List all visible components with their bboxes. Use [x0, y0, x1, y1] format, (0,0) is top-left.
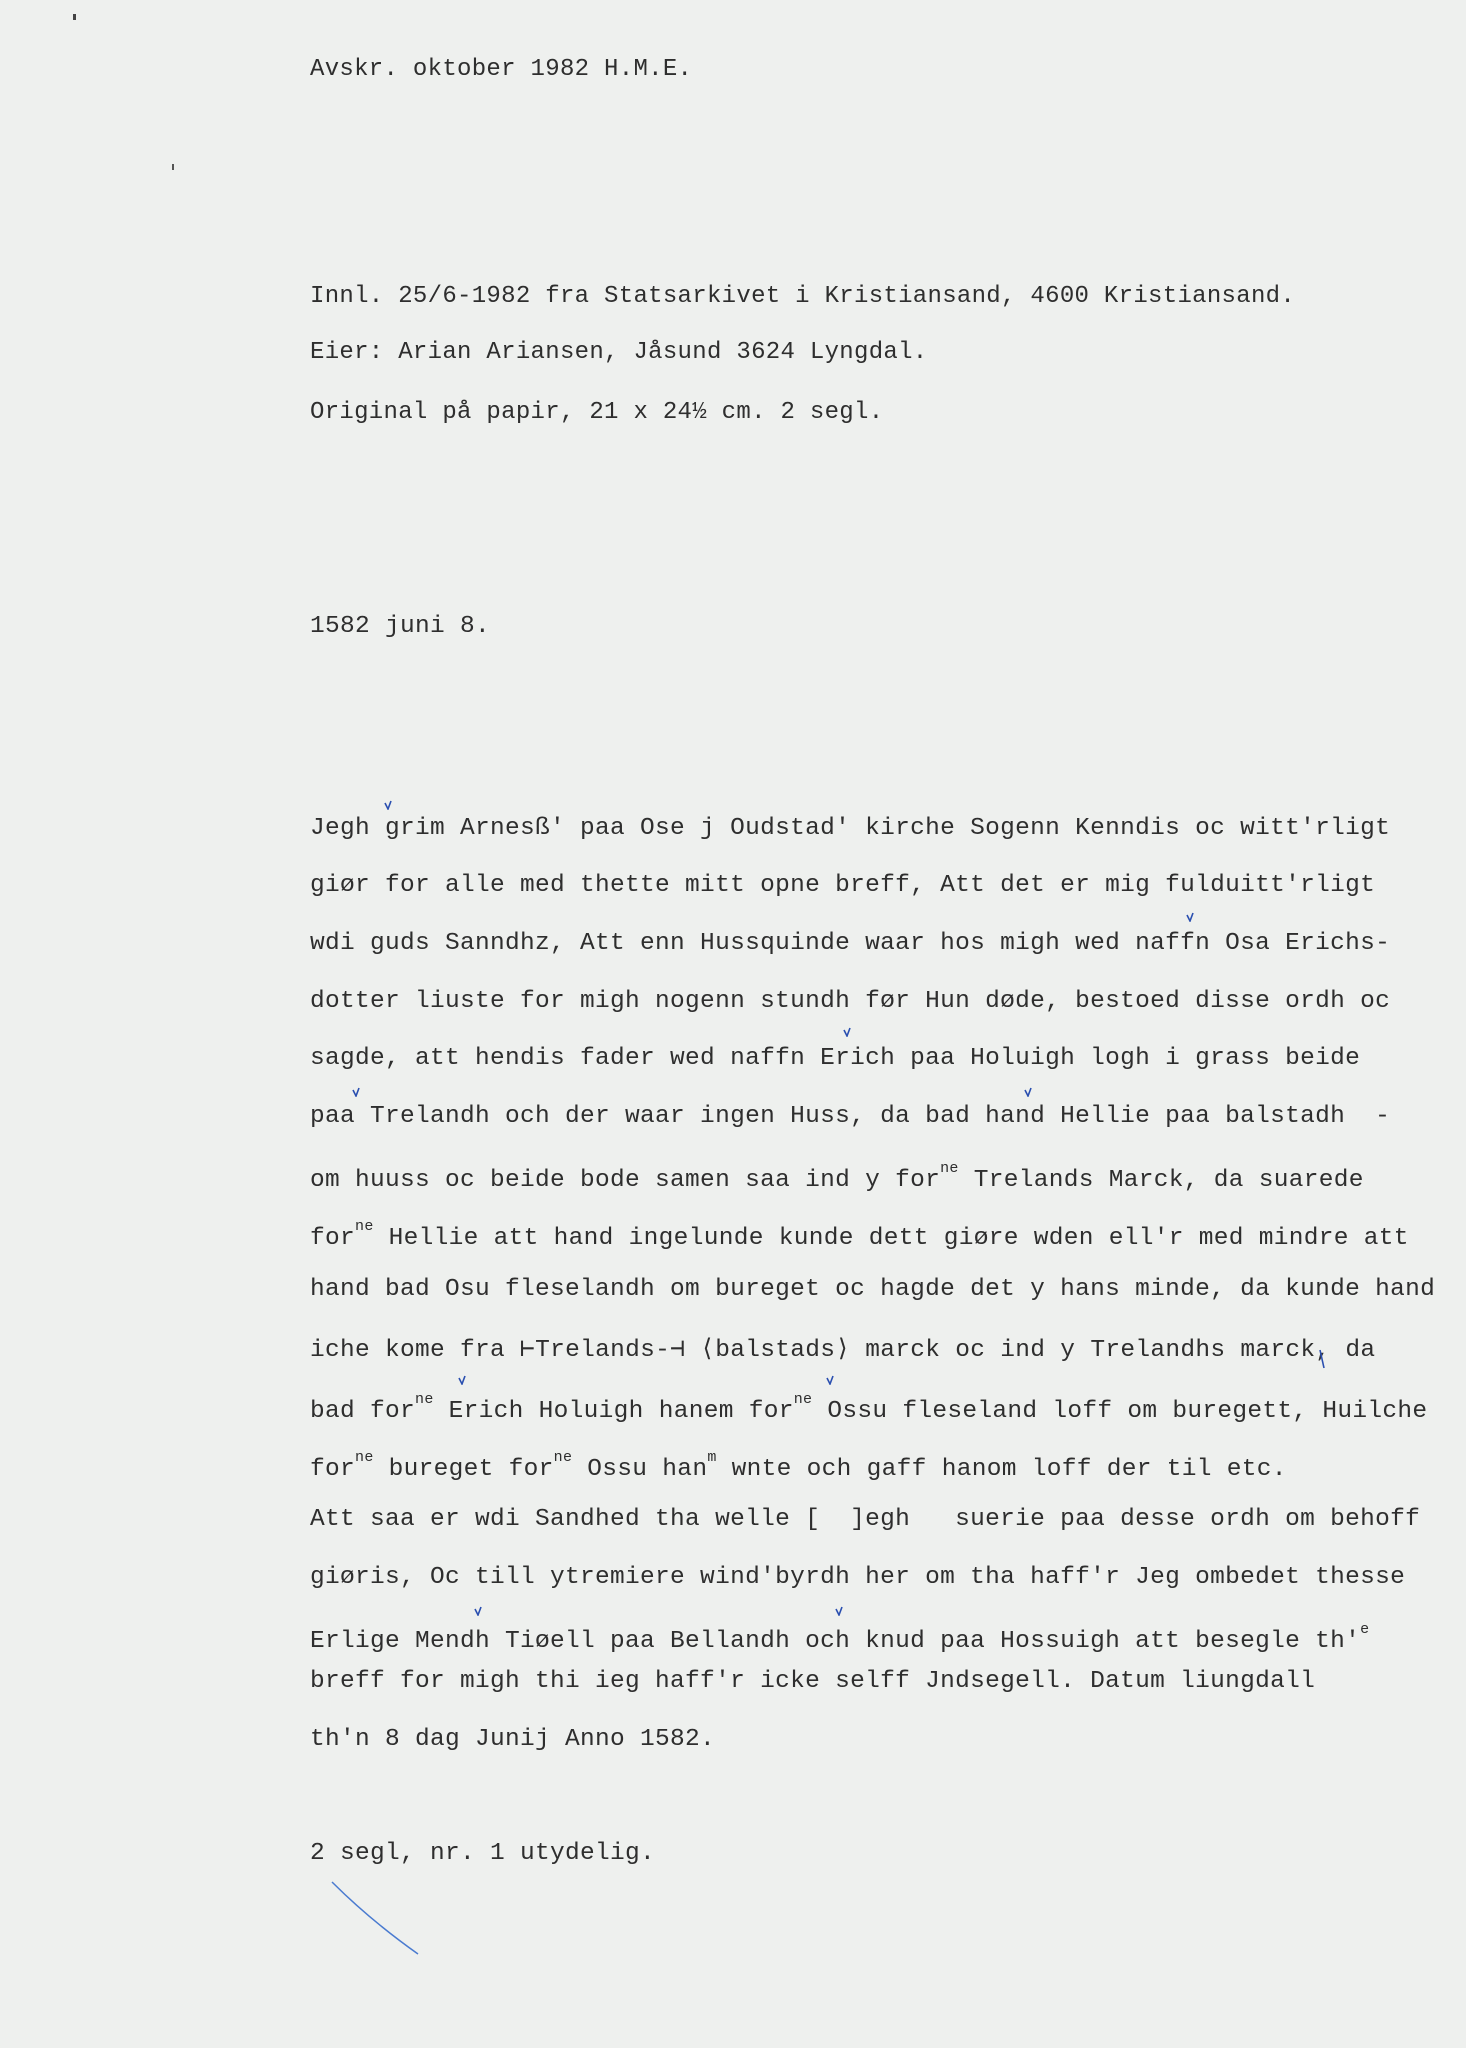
received-note: Innl. 25/6-1982 fra Statsarkivet i Kristiansand, 4600 Kristiansand. — [310, 283, 1296, 310]
check-mark-icon — [384, 800, 392, 810]
insertion-mark-icon — [1318, 1349, 1326, 1359]
body-line: Jegh grim Arnesß' paa Ose j Oudstad' kirche Sogenn Kenndis oc witt'rligt — [310, 815, 1391, 842]
paper-mark — [73, 14, 76, 20]
check-mark-icon — [1186, 912, 1194, 922]
superscript: e — [1360, 1621, 1370, 1638]
superscript: ne — [415, 1391, 434, 1408]
body-text: Ossu fleseland loff om buregett, Huilche — [827, 1398, 1428, 1425]
paper-mark — [172, 164, 174, 170]
body-text: for — [310, 1456, 356, 1483]
seal-note: 2 segl, nr. 1 utydelig. — [310, 1840, 656, 1867]
body-line — [310, 1621, 1369, 1655]
superscript: ne — [355, 1218, 374, 1235]
superscript: ne — [553, 1449, 573, 1466]
body-line: giør for alle med thette mitt opne breff, Att det er mig fulduitt'rligt — [310, 872, 1376, 899]
check-mark-icon — [474, 1606, 482, 1616]
body-text: Erich Holuigh hanem for — [448, 1398, 794, 1425]
body-line: sagde, att hendis fader wed naffn Erich paa Holuigh logh i grass beide — [310, 1045, 1361, 1072]
check-mark-icon — [1024, 1087, 1032, 1097]
superscript: ne — [793, 1391, 813, 1408]
body-line: th'n 8 dag Junij Anno 1582. — [310, 1726, 716, 1753]
transcription-note: Avskr. oktober 1982 H.M.E. — [310, 56, 693, 83]
body-line: iche kome fra ⊢Trelands-⊣ ⟨balstads⟩ marck oc ind y Trelandhs marck, da — [310, 1337, 1376, 1364]
body-line: giøris, Oc till ytremiere wind'byrdh her om tha haff'r Jeg ombedet thesse — [310, 1564, 1406, 1591]
body-text: Trelands Marck, da suarede — [973, 1167, 1364, 1194]
body-text: bureget for — [388, 1456, 554, 1483]
body-line — [310, 1449, 1287, 1483]
body-line: dotter liuste for migh nogenn stundh før Hun døde, bestoed disse ordh oc — [310, 988, 1391, 1015]
check-mark-icon — [835, 1606, 843, 1616]
body-text: Erlige Mendh Tiøell paa Bellandh och knud paa Hossuigh att besegle th' — [310, 1628, 1361, 1655]
body-text: Ossu han — [587, 1456, 708, 1483]
check-mark-icon — [843, 1027, 851, 1037]
owner-note: Eier: Arian Ariansen, Jåsund 3624 Lyngdal. — [310, 339, 928, 366]
pen-stroke-icon — [330, 1880, 430, 1960]
check-mark-icon — [352, 1087, 360, 1097]
body-line: paa Trelandh och der waar ingen Huss, da bad hand Hellie paa balstadh - — [310, 1103, 1391, 1130]
body-line: wdi guds Sanndhz, Att enn Hussquinde waar hos migh wed naffn Osa Erichs- — [310, 930, 1391, 957]
document-date: 1582 juni 8. — [310, 613, 491, 640]
body-line — [310, 1391, 1427, 1425]
check-mark-icon — [826, 1375, 834, 1385]
superscript: m — [707, 1449, 717, 1466]
superscript: ne — [355, 1449, 374, 1466]
body-line: breff for migh thi ieg haff'r icke selff Jndsegell. Datum liungdall — [310, 1668, 1316, 1695]
body-text: for — [310, 1225, 356, 1252]
body-line: Att saa er wdi Sandhed tha welle [ ]egh suerie paa desse ordh om behoff — [310, 1506, 1421, 1533]
check-mark-icon — [458, 1375, 466, 1385]
superscript: ne — [940, 1160, 959, 1177]
body-text: om huuss oc beide bode samen saa ind y for — [310, 1167, 941, 1194]
body-text: bad for — [310, 1398, 416, 1425]
body-text: wnte och gaff hanom loff der til etc. — [731, 1456, 1287, 1483]
body-line: hand bad Osu fleselandh om bureget oc hagde det y hans minde, da kunde hand — [310, 1276, 1436, 1303]
body-text: Hellie att hand ingelunde kunde dett giøre wden ell'r med mindre att — [388, 1225, 1409, 1252]
body-line — [310, 1218, 1409, 1252]
original-note: Original på papir, 21 x 24½ cm. 2 segl. — [310, 399, 884, 426]
body-line — [310, 1160, 1364, 1194]
